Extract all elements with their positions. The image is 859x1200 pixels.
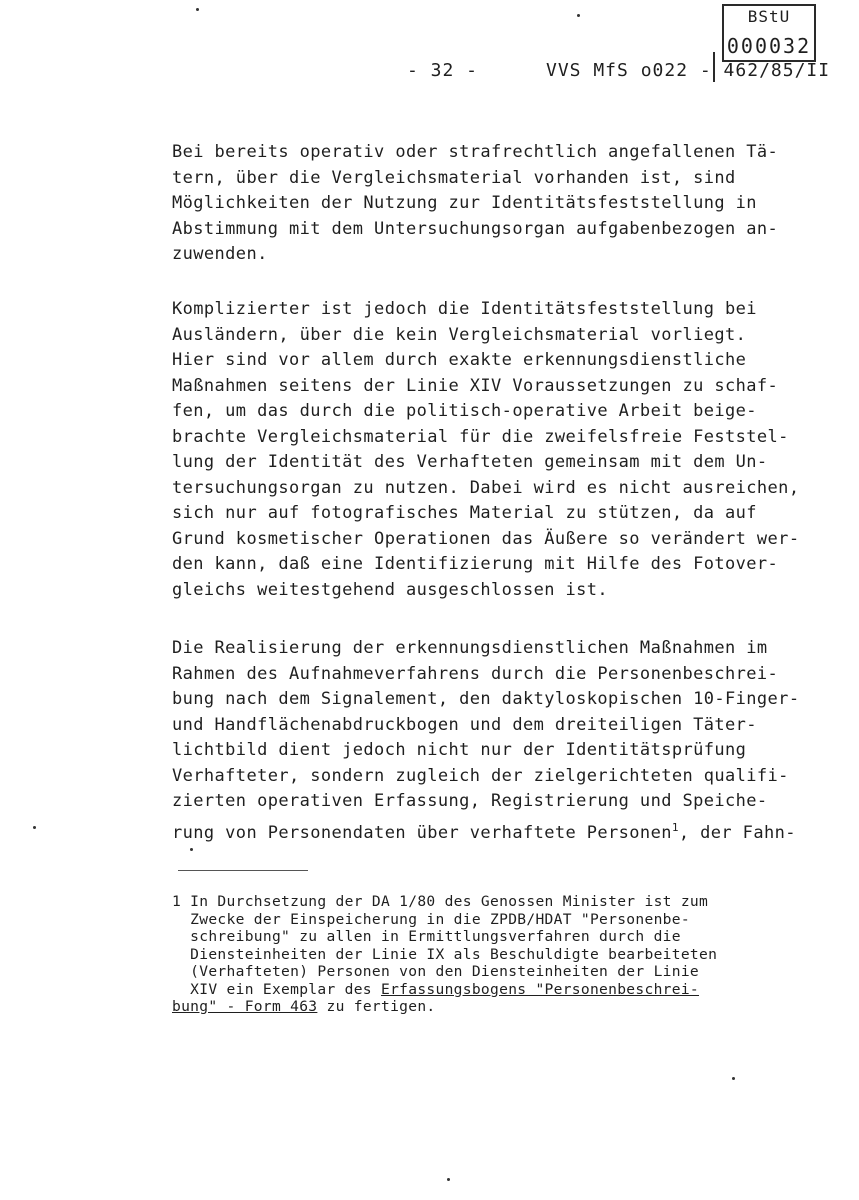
page-number: - 32 - [407,60,479,81]
text-line-start: rung von Personendaten über verhaftete Personen [172,822,672,843]
stamp-number: 000032 [726,34,812,58]
text-line: brachte Vergleichsmaterial für die zweifelsfreie Feststel- [172,426,789,447]
text-line: Verhafteter, sondern zugleich der zielgerichteten qualifi- [172,765,789,786]
footnote-marker: 1 [671,820,679,834]
text-line: tern, über die Vergleichsmaterial vorhanden ist, sind [172,167,736,188]
paragraph-3 [172,636,800,846]
footnote-line: 1 In Durchsetzung der DA 1/80 des Genossen Minister ist zum [172,893,709,910]
text-line: Die Realisierung der erkennungsdienstlichen Maßnahmen im [172,638,768,658]
text-line: Maßnahmen seitens der Linie XIV Voraussetzungen zu schaf- [172,375,779,396]
text-line: lung der Identität des Verhafteten gemeinsam mit dem Un- [172,452,768,472]
archive-stamp [722,4,816,62]
form-reference-underlined: Erfassungsbogens "Personenbeschrei- [380,980,700,998]
text-line: zuwenden. [172,244,268,264]
scan-speck [577,14,580,17]
scan-speck [447,1178,450,1181]
footnote [172,893,812,1016]
text-line: Grund kosmetischer Operationen das Äußere so verändert wer- [172,528,800,549]
footnote-text: XIV ein Exemplar des [172,980,381,998]
footnote-line: Diensteinheiten der Linie IX als Beschuldigte bearbeiteten [172,945,718,963]
footnote-line: Zwecke der Einspeicherung in die ZPDB/HDAT "Personenbe- [172,910,690,928]
text-line: tersuchungsorgan zu nutzen. Dabei wird es nicht ausreichen, [172,477,800,498]
scan-speck [196,8,199,11]
text-line: Möglichkeiten der Nutzung zur Identitätsfeststellung in [172,193,757,213]
footnote-text: zu fertigen. [317,998,436,1015]
paragraph-1 [172,140,792,268]
footnote-line [172,998,812,1016]
text-line: Ausländern, über die kein Vergleichsmaterial vorliegt. [172,324,747,345]
text-line: fen, um das durch die politisch-operative Arbeit beige- [172,401,757,421]
text-line: Rahmen des Aufnahmeverfahrens durch die Personenbeschrei- [172,663,779,684]
paragraph-2 [172,297,800,603]
text-line: und Handflächenabdruckbogen und dem dreiteiligen Täter- [172,714,757,735]
document-reference: VVS MfS o022 - 462/85/II [546,60,831,81]
text-line: gleichs weitestgehend ausgeschlossen ist. [172,579,609,600]
form-reference-underlined: bung" - Form 463 [172,998,318,1015]
scan-speck [732,1077,735,1080]
text-line: lichtbild dient jedoch nicht nur der Identitätsprüfung [172,740,747,760]
footnote-divider [178,870,308,871]
scan-speck [190,848,193,851]
text-line: den kann, daß eine Identifizierung mit Hilfe des Fotover- [172,554,779,574]
text-line: zierten operativen Erfassung, Registrierung und Speiche- [172,791,768,811]
footnote-line: schreibung" zu allen in Ermittlungsverfahren durch die [172,928,681,945]
footnote-line [172,981,812,999]
stamp-org: BStU [747,7,791,26]
text-line: sich nur auf fotografisches Material zu stützen, da auf [172,503,757,523]
text-line: Bei bereits operativ oder strafrechtlich angefallenen Tä- [172,142,779,162]
text-line: Hier sind vor allem durch exakte erkennungsdienstliche [172,350,747,370]
text-line-end: , der Fahn- [678,822,796,843]
text-line: Komplizierter ist jedoch die Identitätsfeststellung bei [172,299,757,319]
text-line: bung nach dem Signalement, den daktyloskopischen 10-Finger- [172,689,800,709]
text-line: Abstimmung mit dem Untersuchungsorgan aufgabenbezogen an- [172,218,779,239]
scan-speck [33,826,36,829]
footnote-line: (Verhafteten) Personen von den Diensteinheiten der Linie [172,963,699,980]
text-line-with-footnote [172,815,796,847]
